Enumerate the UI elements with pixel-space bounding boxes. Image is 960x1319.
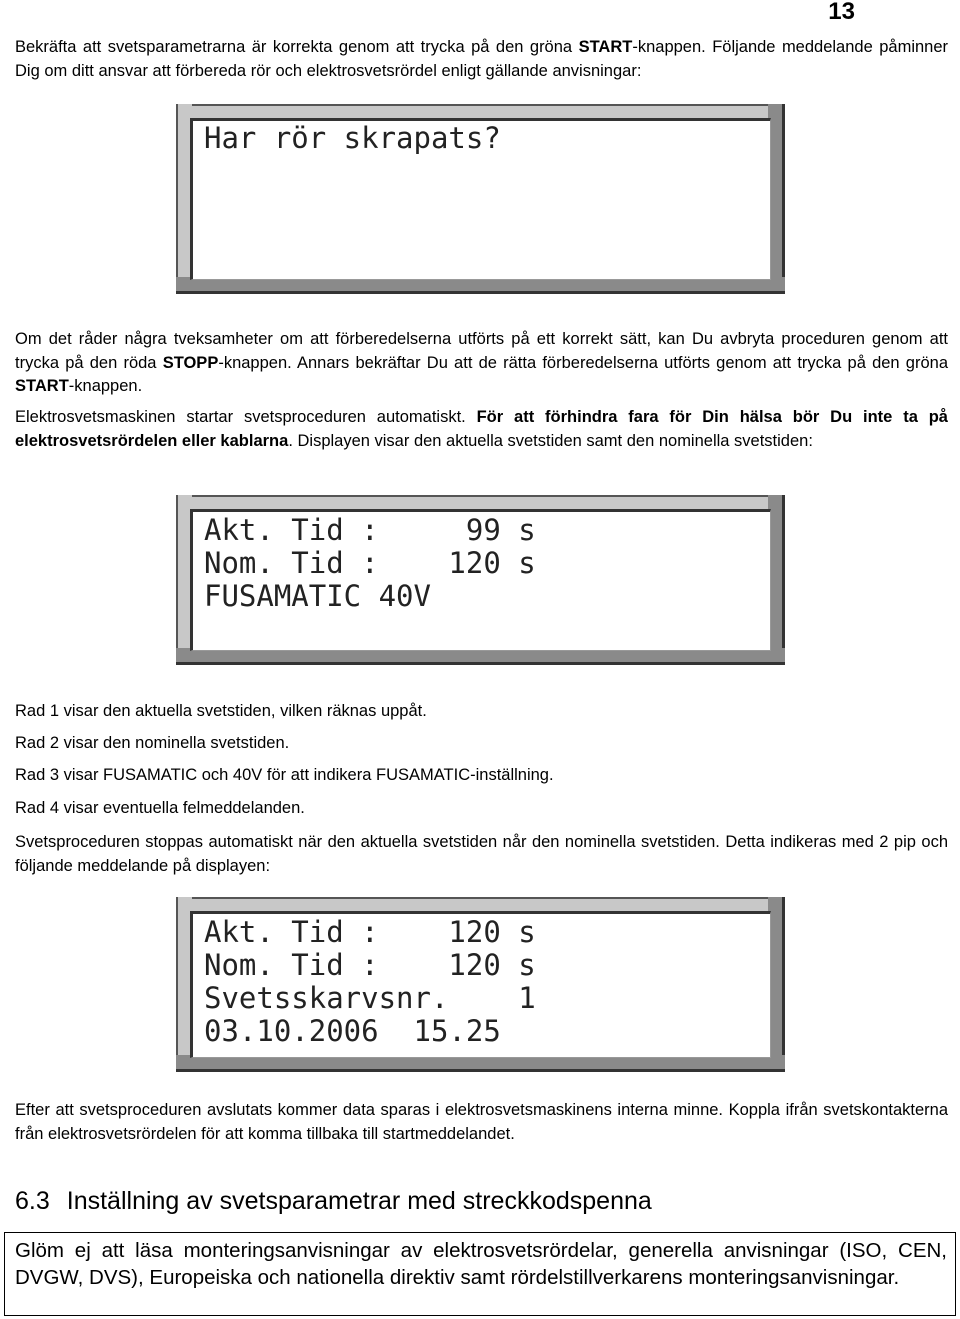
row-3-description: Rad 3 visar FUSAMATIC och 40V för att indikera FUSAMATIC-inställning.	[15, 766, 554, 784]
display-3-line-3: Svetsskarvsnr. 1	[204, 981, 536, 1015]
start-label-2: START	[15, 377, 69, 395]
auto-stop-paragraph: Svetsproceduren stoppas automatiskt när den aktuella svetstiden når den nominella svetstiden. Detta indikeras med 2 pip och följande meddelande på displayen:	[15, 833, 948, 875]
display-2-line-2: Nom. Tid : 120 s	[204, 546, 536, 580]
display-2	[176, 495, 785, 665]
display-1	[176, 104, 785, 294]
note-text: Glöm ej att läsa monteringsanvisningar av elektrosvetsrördelar, generella anvisningar (ISO, CEN, DVGW, DVS), Europeiska och nationella direktiv samt rördelstillverkarens monteringsanvisningar.	[15, 1239, 947, 1289]
warning-paragraph	[15, 406, 948, 453]
p2-text-1: Om det råder några tveksamheter om att förberedelserna utförts på ett korrekt sätt, kan Du avbryta proceduren genom att trycka på den röda	[15, 330, 948, 372]
p3-text-1: Elektrosvetsmaskinen startar svetsproceduren automatiskt.	[15, 408, 477, 426]
display-2-line-1: Akt. Tid : 99 s	[204, 513, 536, 547]
note-box	[4, 1232, 956, 1316]
display-3	[176, 897, 785, 1072]
p2-text-2: -knappen. Annars bekräftar Du att de rätta förberedelserna utförts genom att trycka på den gröna	[218, 353, 948, 372]
after-paragraph: Efter att svetsproceduren avslutats kommer data sparas i elektrosvetsmaskinens interna minne. Koppla ifrån svetskontakterna från elektrosvetsrördelen för att komma tillbaka till startmeddelandet.	[15, 1101, 948, 1143]
display-3-line-2: Nom. Tid : 120 s	[204, 948, 536, 982]
row-1-description: Rad 1 visar den aktuella svetstiden, vilken räknas uppåt.	[15, 702, 427, 720]
display-1-line-1: Har rör skrapats?	[204, 121, 501, 155]
stop-paragraph	[15, 328, 948, 399]
p3-text-2: . Displayen visar den aktuella svetstiden samt den nominella svetstiden:	[288, 431, 813, 450]
stopp-label: STOPP	[162, 353, 219, 372]
safety-warning: För att förhindra fara för Din hälsa bör Du inte ta på elektrosvetsrördelen eller kablarna	[15, 408, 948, 450]
p2-text-3: -knappen.	[68, 377, 143, 395]
row-2-description: Rad 2 visar den nominella svetstiden.	[15, 734, 290, 752]
section-heading	[15, 1187, 652, 1216]
display-2-line-3: FUSAMATIC 40V	[204, 579, 431, 613]
page-number: 13	[828, 0, 855, 25]
section-title: Inställning av svetsparametrar med streckkodspenna	[66, 1187, 652, 1215]
start-label-1: START	[578, 38, 633, 56]
display-3-line-1: Akt. Tid : 120 s	[204, 915, 536, 949]
intro-text-2: -knappen. Följande meddelande påminner Dig om ditt ansvar att förbereda rör och elektrosvetsrördel enligt gällande anvisningar:	[15, 38, 949, 80]
row-4-description: Rad 4 visar eventuella felmeddelanden.	[15, 799, 305, 817]
intro-text-1: Bekräfta att svetsparametrarna är korrekta genom att trycka på den gröna	[15, 38, 579, 56]
section-number: 6.3	[15, 1187, 50, 1215]
display-3-line-4: 03.10.2006 15.25	[204, 1014, 501, 1048]
intro-paragraph	[15, 36, 948, 83]
